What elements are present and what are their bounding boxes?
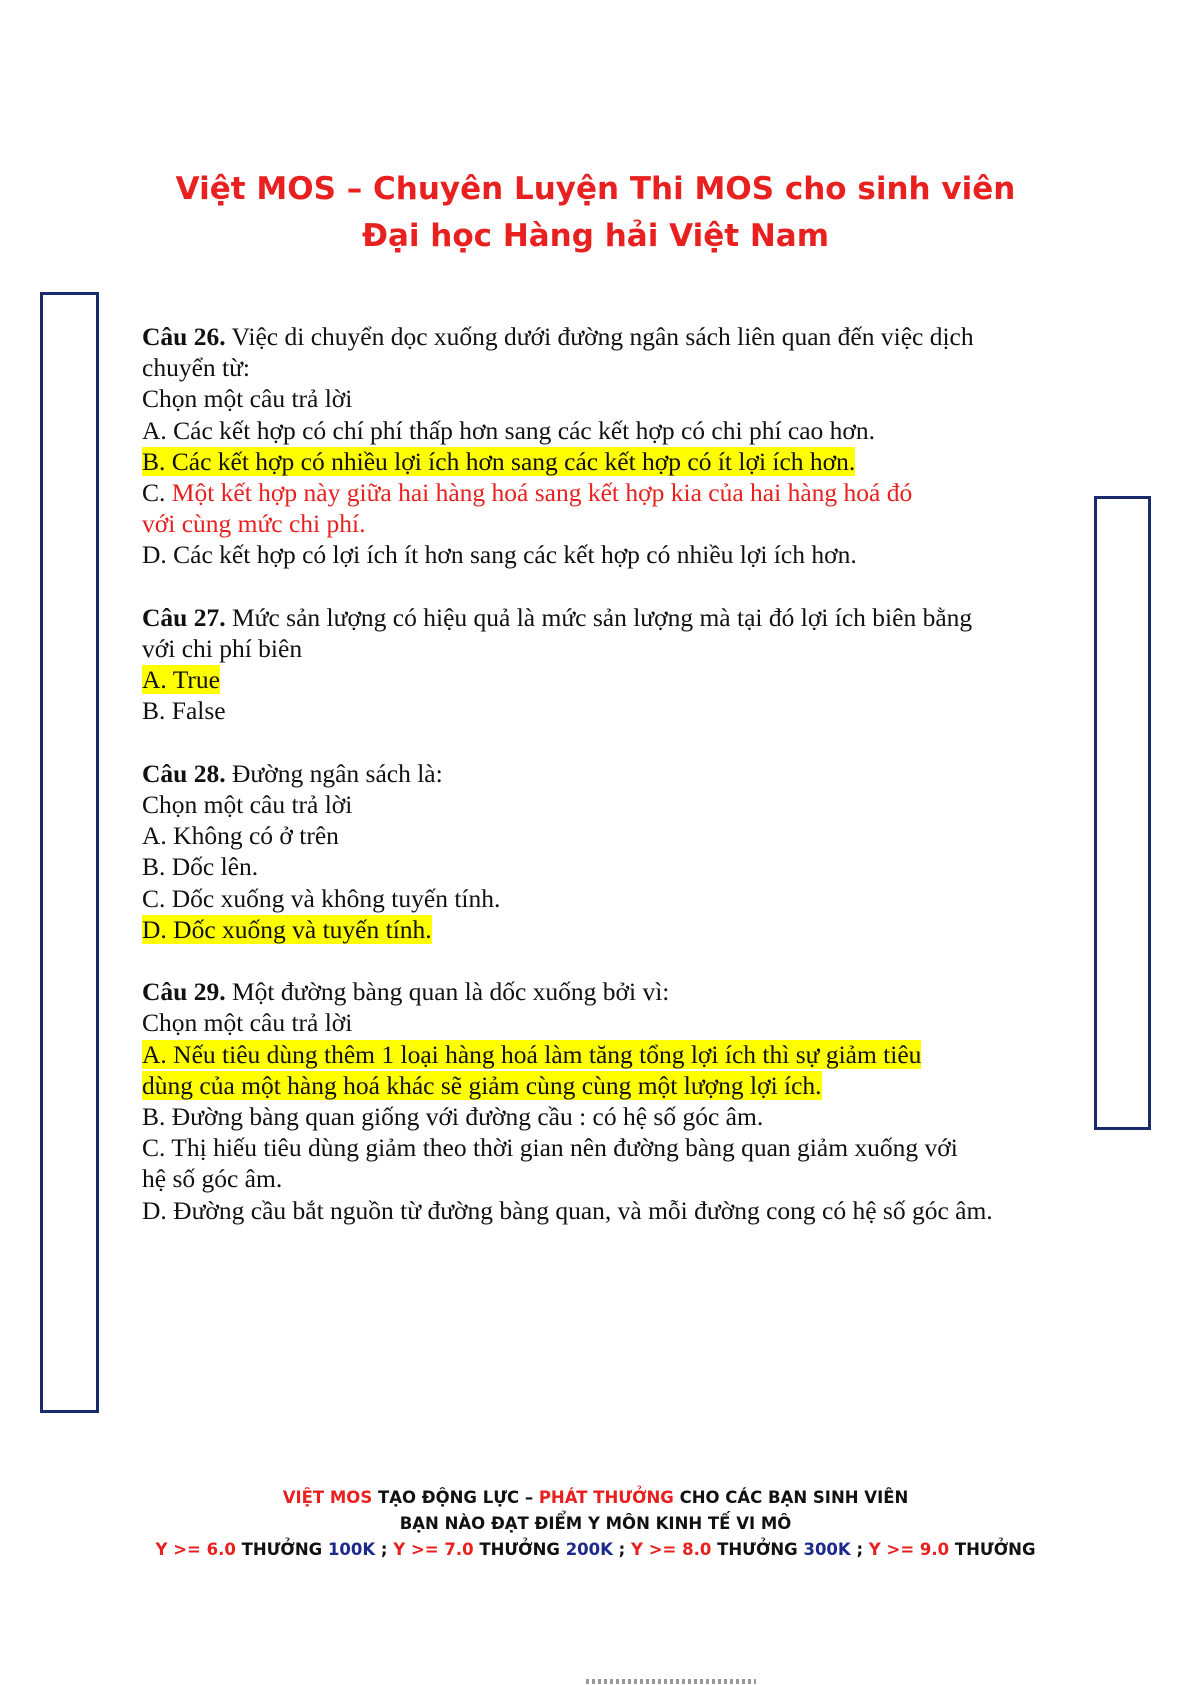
option-d: D. Đường cầu bắt nguồn từ đường bàng quan, và mỗi đường cong có hệ số góc âm. [142,1195,993,1225]
question-number: Câu 28. [142,758,226,788]
answer-prompt: Chọn một câu trả lời [142,1008,353,1038]
option-a-highlighted: A. True [142,665,220,695]
option-a-highlighted-cont: dùng của một hàng hoá khác sẽ giảm cùng cùng một lượng lợi ích. [142,1070,822,1100]
option-a-highlighted: A. Nếu tiêu dùng thêm 1 loại hàng hoá làm tăng tổng lợi ích thì sự giảm tiêu [142,1039,922,1069]
answer-prompt: Chọn một câu trả lời [142,384,353,414]
option-b: B. False [142,696,226,726]
footer-segment: ; [375,1540,394,1559]
page-header [0,166,1191,260]
header-line-2: Đại học Hàng hải Việt Nam [361,218,830,254]
option-b: B. Đường bàng quan giống với đường cầu : có hệ số góc âm. [142,1102,764,1132]
answer-prompt: Chọn một câu trả lời [142,790,353,820]
footer-segment: THƯỞNG [473,1540,566,1559]
question-28 [142,758,1082,945]
option-c: C. Dốc xuống và không tuyến tính. [142,883,501,913]
header-line-1: Việt MOS – Chuyên Luyện Thi MOS cho sinh viên [175,171,1016,207]
option-d-highlighted: D. Dốc xuống và tuyến tính. [142,914,432,944]
footer-segment: Y >= 6.0 [155,1540,236,1559]
footer-segment: ; [612,1540,632,1559]
footer-segment: 300K [803,1540,851,1559]
footer-segment: ; [850,1540,869,1559]
question-26 [142,321,1082,571]
question-29 [142,976,1082,1226]
option-c-cont: hệ số góc âm. [142,1164,283,1194]
footer-segment: 100K [327,1540,376,1559]
footer-segment: THƯỞNG [711,1540,804,1559]
footer-line-1: VIỆT MOS TẠO ĐỘNG LỰC – PHÁT THƯỞNG CHO CÁC BẠN SINH VIÊN [282,1488,909,1507]
option-a: A. Các kết hợp có chí phí thấp hơn sang các kết hợp có chi phí cao hơn. [142,415,876,445]
footer-line-3 [0,1537,1191,1563]
option-b-highlighted: B. Các kết hợp có nhiều lợi ích hơn sang các kết hợp có ít lợi ích hơn. [142,446,856,476]
question-text-cont: với chi phí biên [142,634,303,664]
question-text-cont: chuyển từ: [142,353,251,383]
option-c: C. Thị hiếu tiêu dùng giảm theo thời gian nên đường bàng quan giảm xuống với [142,1133,958,1163]
option-c-text-cont: với cùng mức chi phí. [142,509,366,539]
question-27 [142,602,1082,727]
option-b: B. Dốc lên. [142,852,259,882]
option-c-text: Một kết hợp này giữa hai hàng hoá sang kết hợp kia của hai hàng hoá đó [171,478,913,508]
page-edge-marks [586,1679,756,1684]
footer-segment: 200K [565,1540,613,1559]
right-frame-box [1094,496,1151,1130]
question-content [142,321,1082,1257]
question-text: Mức sản lượng có hiệu quả là mức sản lượng mà tại đó lợi ích biên bằng [225,602,973,632]
promo-footer [0,1485,1191,1563]
question-text: Việc di chuyển dọc xuống dưới đường ngân sách liên quan đến việc dịch [225,322,974,351]
question-number: Câu 27. [142,602,226,632]
question-text: Một đường bàng quan là dốc xuống bởi vì: [225,977,670,1007]
footer-segment: Y >= 8.0 [631,1540,712,1559]
question-number: Câu 26. [142,322,226,351]
footer-segment: Y >= 9.0 [868,1540,950,1559]
footer-line-2: BẠN NÀO ĐẠT ĐIỂM Y MÔN KINH TẾ VI MÔ [399,1514,792,1533]
option-d: D. Các kết hợp có lợi ích ít hơn sang các kết hợp có nhiều lợi ích hơn. [142,540,857,570]
question-text: Đường ngân sách là: [225,758,443,788]
left-frame-box [40,292,99,1413]
footer-segment: THƯỞNG [949,1540,1036,1559]
option-a: A. Không có ở trên [142,821,339,851]
question-number: Câu 29. [142,977,226,1007]
option-c-prefix: C. [142,478,172,508]
footer-segment: THƯỞNG [235,1540,328,1559]
footer-segment: Y >= 7.0 [393,1540,474,1559]
